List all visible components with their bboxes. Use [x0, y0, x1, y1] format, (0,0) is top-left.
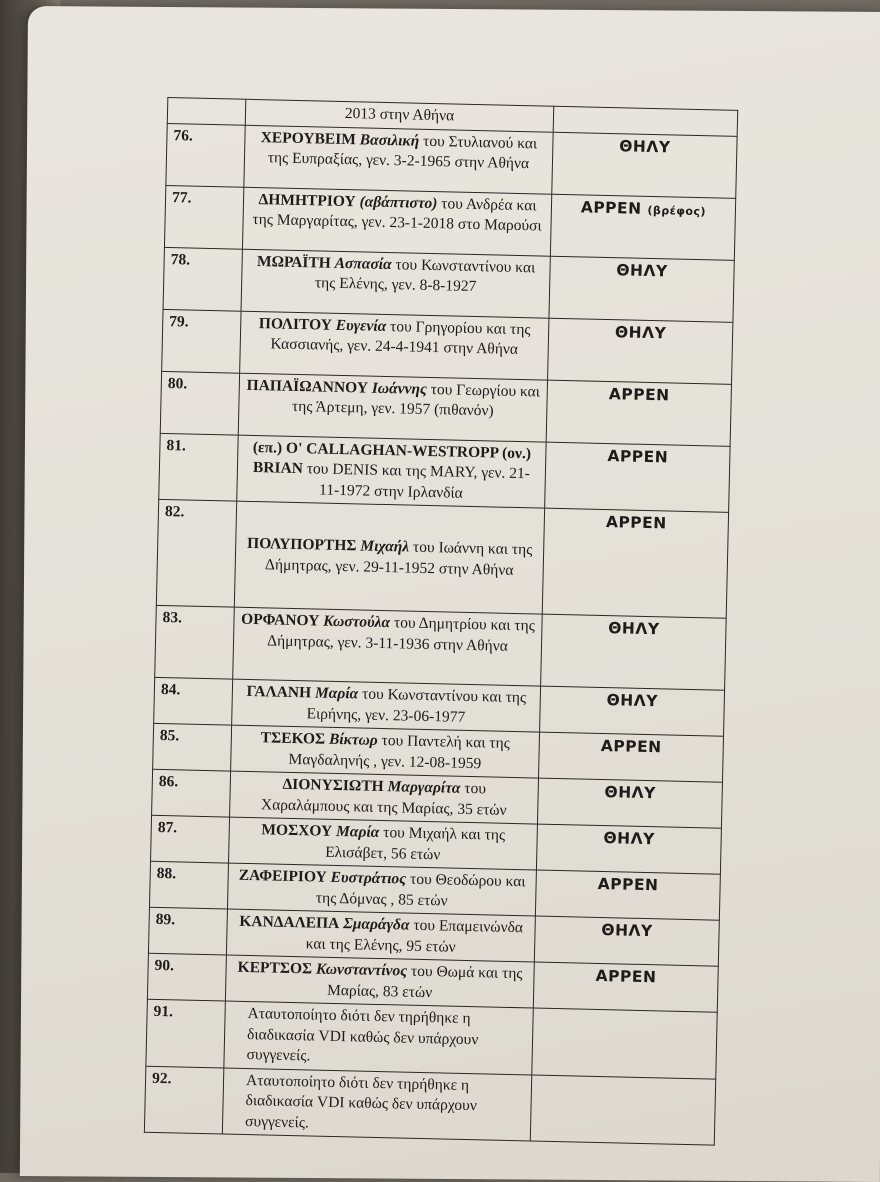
table-row: [144, 1066, 715, 1145]
details: του Κωνσταντίνου και της Ελένης, γεν. 8-8-1927: [314, 255, 536, 296]
row-sex: [545, 442, 730, 513]
table-row: [156, 499, 728, 618]
given-name: Κωνσταντίνος: [315, 960, 408, 980]
row-name: [226, 909, 535, 962]
details: του Κωνσταντίνου και της Ειρήνης, γεν. 23-06-1977: [306, 685, 527, 726]
surname: (επ.) O' CALLAGHAN-WESTROPP (ον.) BRIAN: [252, 438, 532, 478]
surname: ΧΕΡΟΥΒΕΙΜ: [260, 128, 357, 148]
row-number: 81.: [159, 433, 238, 501]
surname: ΟΡΦΑΝΟΥ: [240, 610, 320, 630]
row-name: [237, 435, 546, 508]
row-number: 86.: [152, 769, 231, 817]
row-sex: [542, 508, 728, 618]
given-name: Ασπασία: [334, 254, 392, 273]
given-name: Ευστράτιος: [330, 868, 407, 888]
row-number: 91.: [146, 999, 225, 1067]
details: του Γεωργίου και της Άρτεμη, γεν. 1957 (πιθανόν): [291, 380, 541, 420]
surname: ΔΗΜΗΤΡΙΟΥ: [258, 190, 356, 210]
row-sex: [536, 824, 721, 874]
surname: ΖΑΦΕΙΡΙΟΥ: [238, 866, 327, 886]
row-number: [167, 97, 246, 124]
given-name: Βασιλική: [359, 130, 420, 150]
row-number: 92.: [144, 1066, 223, 1134]
document-page: [20, 6, 880, 1182]
surname: ΤΣΕΚΟΣ: [260, 729, 326, 748]
victims-table: [144, 97, 738, 1146]
details: του Μιχαήλ και της Ελισάβετ, 56 ετών: [325, 823, 506, 863]
given-name: Μιχαήλ: [360, 537, 410, 556]
details: του Θεοδώρου και της Δόμνας , 85 ετών: [315, 870, 526, 910]
row-name: [240, 311, 549, 380]
row-number: 89.: [148, 907, 227, 955]
surname: ΚΕΡΤΣΟΣ: [237, 958, 313, 978]
row-sex: [541, 614, 727, 690]
row-name: [242, 187, 551, 256]
row-name: [232, 679, 541, 732]
sex-label: ΑΡΡΕΝ: [580, 197, 642, 218]
surname: ΜΩΡΑΪΤΗ: [256, 252, 332, 272]
row-sex: [532, 1008, 717, 1079]
row-number: 83.: [155, 605, 235, 679]
sex-label: ΑΡΡΕΝ: [607, 446, 669, 466]
given-name: Μαρία: [314, 684, 359, 703]
row-number: 77.: [164, 185, 243, 249]
given-name: (αβάπτιστο): [359, 192, 438, 212]
row-sex: [530, 1074, 715, 1145]
given-name: Ιωάννης: [371, 379, 428, 398]
given-name: Μαργαρίτα: [387, 778, 461, 797]
table-row: [155, 605, 726, 690]
details: του Παντελή και της Μαγδαληνής , γεν. 12-08-1959: [288, 731, 511, 772]
row-name: [238, 373, 547, 442]
row-name: [222, 1068, 531, 1141]
details: του Επαμεινώνδα και της Ελένης, 95 ετών: [305, 916, 524, 956]
row-number: 87.: [151, 815, 230, 863]
row-sex: [539, 732, 724, 782]
row-number: 90.: [147, 953, 226, 1001]
sex-label: ΑΡΡΕΝ: [605, 513, 667, 533]
row-number: 78.: [163, 247, 242, 311]
details: του Θωμά και της Μαρίας, 83 ετών: [326, 962, 523, 1001]
sex-label: ΘΗΛΥ: [606, 691, 659, 711]
given-name: Κωστούλα: [323, 612, 391, 632]
row-sex: [533, 962, 718, 1012]
sex-label: ΘΗΛΥ: [604, 783, 657, 803]
row-number: 84.: [154, 677, 233, 725]
given-name: Σμαράγδα: [343, 915, 410, 934]
row-sex: [552, 132, 737, 198]
details: Αταυτοποίητο διότι δεν τηρήθηκε η διαδικασία VDI καθώς δεν υπάρχουν συγγενείς.: [246, 1005, 479, 1065]
sex-label: ΘΗΛΥ: [603, 829, 656, 849]
surname: ΠΟΛΥΠΟΡΤΗΣ: [246, 534, 357, 555]
details: του Ιωάννη και της Δήμητρας, γεν. 29-11-1952 στην Αθήνα: [264, 538, 533, 579]
row-name: [225, 955, 534, 1008]
row-name: 2013 στην Αθήνα: [245, 99, 553, 131]
row-name: [234, 501, 544, 614]
sex-label: ΘΗΛΥ: [601, 921, 653, 941]
row-sex: [535, 870, 720, 920]
sex-note: (βρέφος): [647, 203, 707, 218]
surname: ΜΟΣΧΟΥ: [261, 821, 333, 840]
row-name: [230, 771, 539, 824]
sex-label: ΘΗΛΥ: [618, 136, 671, 156]
sex-label: ΘΗΛΥ: [616, 260, 668, 280]
sex-label: ΘΗΛΥ: [608, 619, 660, 639]
row-sex: [537, 778, 722, 828]
row-sex: [548, 318, 733, 384]
details: του Χαραλάμπους και της Μαρίας, 35 ετών: [260, 779, 507, 819]
victims-table-wrapper: [144, 97, 737, 1146]
row-name: [244, 125, 553, 194]
details: του DENIS και της MARY, γεν. 21-11-1972 στην Ιρλανδία: [306, 460, 531, 502]
details: του Γρηγορίου και της Κασσιανής, γεν. 24-4-1941 στην Αθήνα: [270, 317, 531, 358]
given-name: Ευγενία: [335, 316, 387, 335]
sex-label: ΑΡΡΕΝ: [595, 966, 657, 987]
row-sex: [546, 380, 731, 446]
row-number: 88.: [149, 861, 228, 909]
row-number: 82.: [156, 499, 236, 607]
row-name: [231, 725, 540, 778]
given-name: Βίκτωρ: [328, 730, 378, 749]
row-sex: [550, 194, 735, 260]
row-name: [241, 249, 550, 318]
surname: ΓΑΛΑΝΗ: [246, 682, 312, 702]
sex-label: ΑΡΡΕΝ: [608, 384, 670, 404]
row-sex: [534, 916, 719, 966]
row-name: [229, 817, 538, 870]
row-name: [233, 607, 543, 686]
details: του Ανδρέα και της Μαργαρίτας, γεν. 23-1-2018 στο Μαρούσι: [252, 194, 542, 235]
row-sex: [540, 686, 725, 736]
row-number: 80.: [160, 371, 239, 435]
row-number: 85.: [153, 723, 232, 771]
surname: ΚΑΝΔΑΛΕΠΑ: [239, 912, 340, 933]
sex-label: ΑΡΡΕΝ: [600, 736, 662, 757]
row-name: [224, 1001, 533, 1074]
surname: ΠΑΠΑΪΩΑΝΝΟΥ: [246, 376, 369, 397]
details: Αταυτοποίητο διότι δεν τηρήθηκε η διαδικασία VDI καθώς δεν υπάρχουν συγγενείς.: [244, 1071, 478, 1131]
given-name: Μαρία: [335, 822, 380, 841]
sex-label: ΑΡΡΕΝ: [597, 874, 659, 895]
sex-label: ΘΗΛΥ: [614, 322, 667, 342]
details: του Στυλιανού και της Ευπραξίας, γεν. 3-2-1965 στην Αθήνα: [267, 132, 538, 173]
row-number: 76.: [166, 123, 245, 187]
row-sex: [549, 256, 734, 322]
details: του Δημητρίου και της Δήμητρας, γεν. 3-11-1936 στην Αθήνα: [266, 614, 536, 655]
row-number: 79.: [162, 309, 241, 373]
surname: ΔΙΟΝΥΣΙΩΤΗ: [282, 775, 384, 796]
surname: ΠΟΛΙΤΟΥ: [258, 314, 333, 334]
row-name: [227, 863, 536, 916]
